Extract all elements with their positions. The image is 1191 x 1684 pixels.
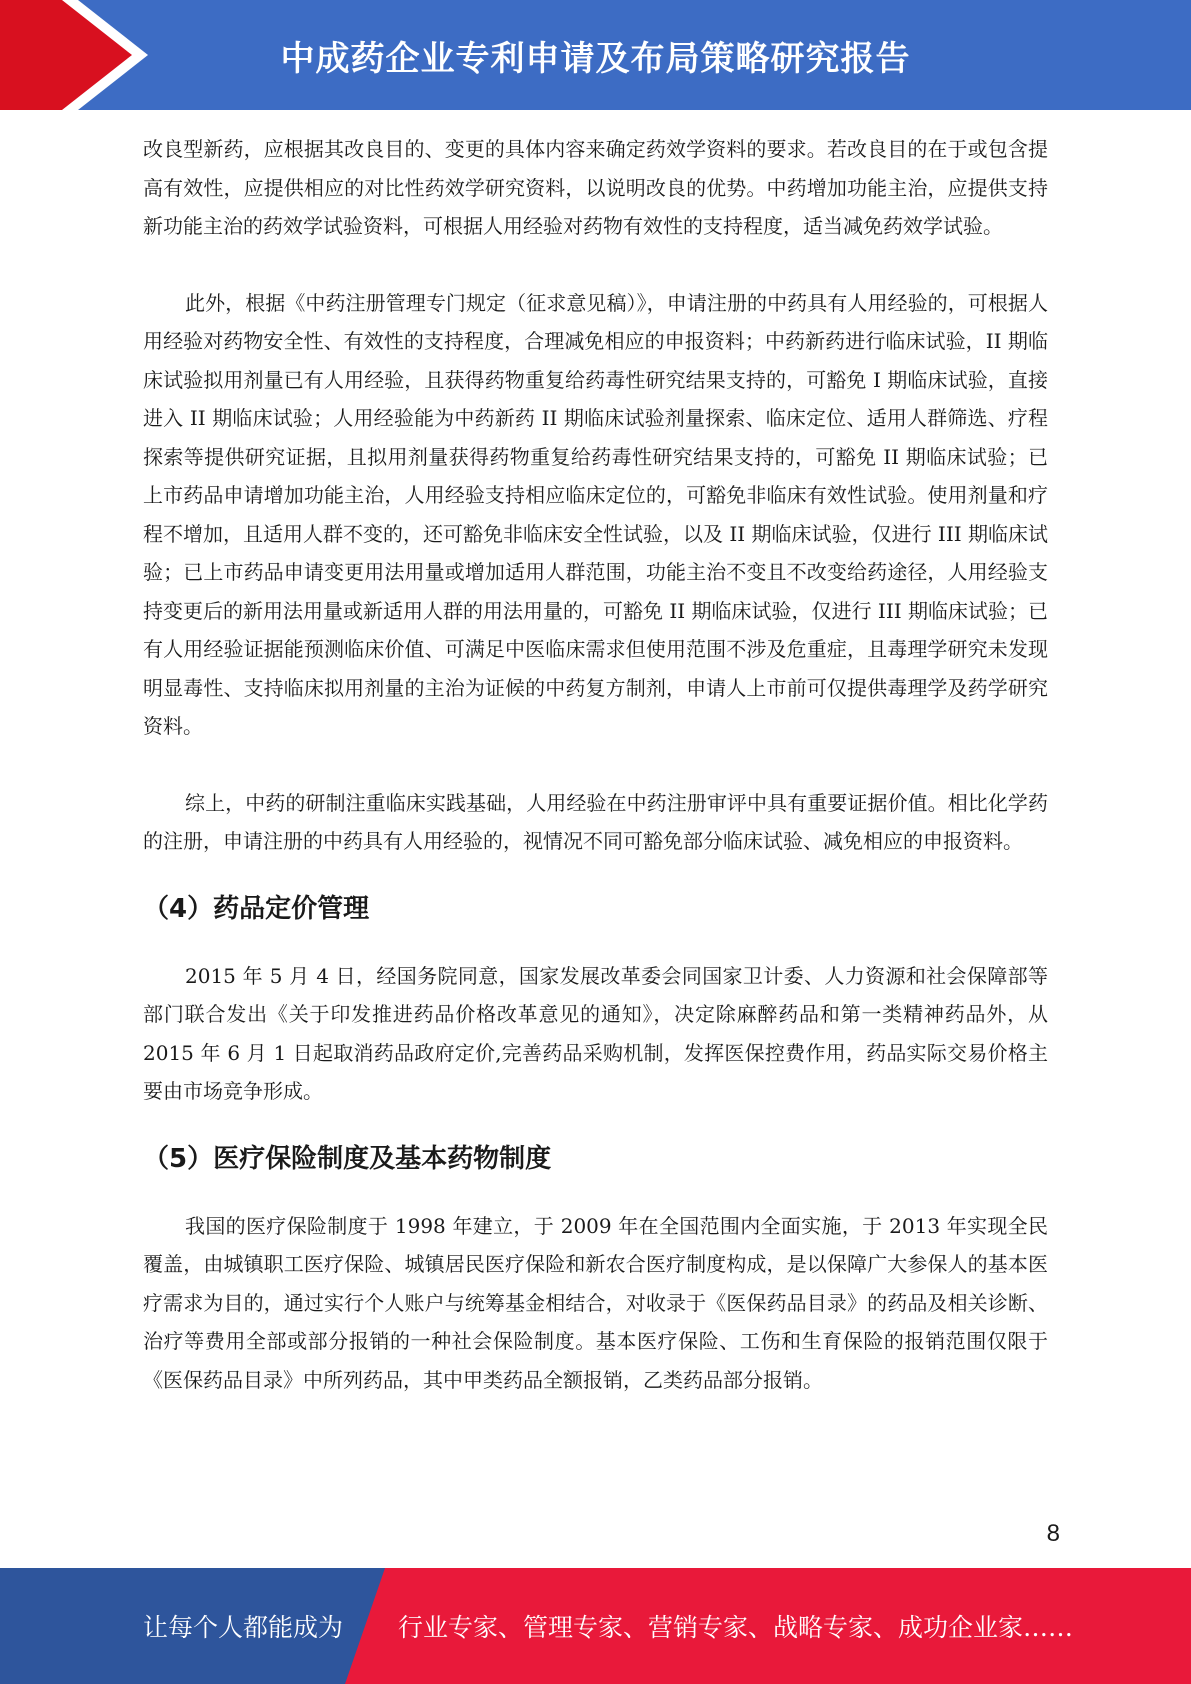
footer-slogan-left: 让每个人都能成为 [143,1613,344,1642]
section-title-4: （4）药品定价管理 [143,893,370,924]
paragraph-2: 此外，根据《中药注册管理专门规定（征求意见稿）》，申请注册的中药具有人用经验的，可根据人用经验对药物安全性、有效性的支持程度，合理减免相应的申报资料；中药新药进行临床试验，II 期临床试验拟用剂量已有人用经验，且获得药物重复给药毒性研究结果支持的，可豁免 I 期临床试验，直接进入 II 期临床试验；人用经验能为中药新药 II 期临床试验剂量探索、临床定位、适用人群筛选、疗程探索等提供研究证据，且拟用剂量获得药物重复给药毒性研究结果支持的，可豁免 II 期临床试验；已上市药品申请增加功能主治，人用经验支持相应临床定位的，可豁免非临床有效性试验。使用剂量和疗程不增加，且适用人群不变的，还可豁免非临床安全性试验，以及 II 期临床试验，仅进行 III 期临床试验；已上市药品申请变更用法用量或增加适用人群范围，功能主治不变且不改变给药途径，人用经验支持变更后的新用法用量或新适用人群的用法用量的，可豁免 II 期临床试验，仅进行 III 期临床试验；已有人用经验证据能预测临床价值、可满足中医临床需求但使用范围不涉及危重症，且毒理学研究未发现明显毒性、支持临床拟用剂量的主治为证候的中药复方制剂，申请人上市前可仅提供毒理学及药学研究资料。 [143,290,1048,738]
page-footer [0,1568,1191,1684]
paragraph-5: 我国的医疗保险制度于 1998 年建立，于 2009 年在全国范围内全面实施，于 2013 年实现全民覆盖，由城镇职工医疗保险、城镇居民医疗保险和新农合医疗制度构成，是以保障广大参保人的基本医疗需求为目的，通过实行个人账户与统筹基金相结合，对收录于《医保药品目录》的药品及相关诊断、治疗等费用全部或部分报销的一种社会保险制度。基本医疗保险、工伤和生育保险的报销范围仅限于《医保药品目录》中所列药品，其中甲类药品全额报销，乙类药品部分报销。 [143,1213,1048,1392]
page-header [0,0,1191,110]
header-title: 中成药企业专利申请及布局策略研究报告 [280,38,911,79]
paragraph-4: 2015 年 5 月 4 日，经国务院同意，国家发展改革委会同国家卫计委、人力资源和社会保障部等部门联合发出《关于印发推进药品价格改革意见的通知》，决定除麻醉药品和第一类精神药品外，从 2015 年 6 月 1 日起取消药品政府定价,完善药品采购机制，发挥医保控费作用，药品实际交易价格主要由市场竞争形成。 [143,963,1048,1103]
footer-slogan-right: 行业专家、管理专家、营销专家、战略专家、成功企业家…… [398,1613,1074,1642]
paragraph-3: 综上，中药的研制注重临床实践基础，人用经验在中药注册审评中具有重要证据价值。相比化学药的注册，申请注册的中药具有人用经验的，视情况不同可豁免部分临床试验、减免相应的申报资料。 [143,790,1048,853]
paragraph-1: 改良型新药，应根据其改良目的、变更的具体内容来确定药效学资料的要求。若改良目的在于或包含提高有效性，应提供相应的对比性药效学研究资料，以说明改良的优势。中药增加功能主治，应提供支持新功能主治的药效学试验资料，可根据人用经验对药物有效性的支持程度，适当减免药效学试验。 [143,137,1048,238]
page-content [143,130,1048,1399]
section-title-5: （5）医疗保险制度及基本药物制度 [143,1143,552,1174]
page-number: 8 [1046,1520,1060,1547]
